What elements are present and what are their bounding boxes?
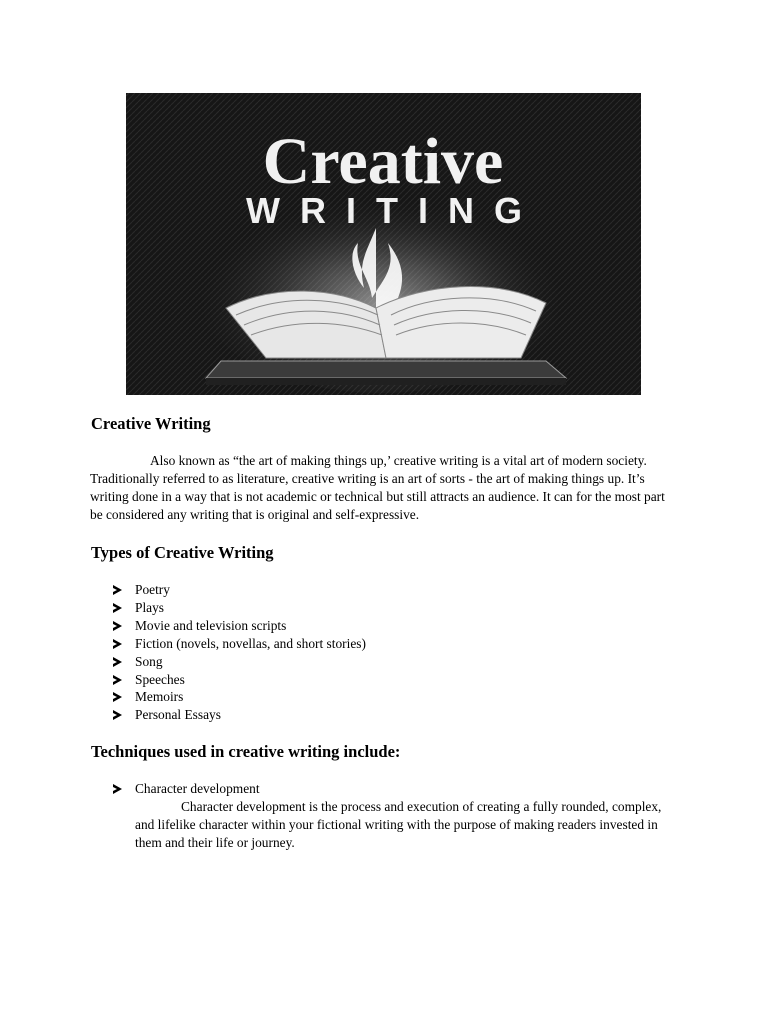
- techniques-list: [113, 780, 260, 798]
- arrow-bullet-icon: [113, 603, 122, 613]
- arrow-bullet-icon: [113, 621, 122, 631]
- list-item: Movie and television scripts: [113, 617, 366, 635]
- arrow-bullet-icon: [113, 585, 122, 595]
- arrow-bullet-icon: [113, 692, 122, 702]
- creative-writing-heading: Creative Writing: [91, 414, 211, 433]
- list-item: Speeches: [113, 671, 366, 689]
- list-item: Fiction (novels, novellas, and short stories): [113, 635, 366, 653]
- list-item: Memoirs: [113, 688, 366, 706]
- creative-writing-banner: [126, 93, 641, 395]
- banner-title-small: WRITING: [246, 190, 542, 231]
- list-item: Plays: [113, 599, 366, 617]
- creative-writing-paragraph: [90, 452, 680, 524]
- arrow-bullet-icon: [113, 675, 122, 685]
- arrow-bullet-icon: [113, 657, 122, 667]
- arrow-bullet-icon: [113, 639, 122, 649]
- banner-title-big: Creative: [262, 125, 504, 198]
- techniques-heading: Techniques used in creative writing include:: [91, 742, 401, 761]
- arrow-bullet-icon: [113, 784, 122, 794]
- paragraph-text: Also known as “the art of making things up,’ creative writing is a vital art of modern society. Traditionally referred to as literature, creative writing is an art of sorts - the art of making things up. It’s writing done in a way that is not academic or technical but still attracts an audience. It can for the most part be considered any writing that is original and self-expressive.: [90, 453, 665, 522]
- technique-title: Character development: [135, 781, 260, 796]
- types-list: [113, 581, 366, 724]
- list-item: [113, 780, 260, 798]
- open-book-with-flame-image: [126, 93, 641, 395]
- list-item: Poetry: [113, 581, 366, 599]
- technique-description: Character development is the process and execution of creating a fully rounded, complex, and lifelike character within your fictional writing with the purpose of making readers invested in them and their life or journey.: [135, 799, 662, 850]
- arrow-bullet-icon: [113, 710, 122, 720]
- list-item: Personal Essays: [113, 706, 366, 724]
- list-item: Song: [113, 653, 366, 671]
- types-heading: Types of Creative Writing: [91, 543, 274, 562]
